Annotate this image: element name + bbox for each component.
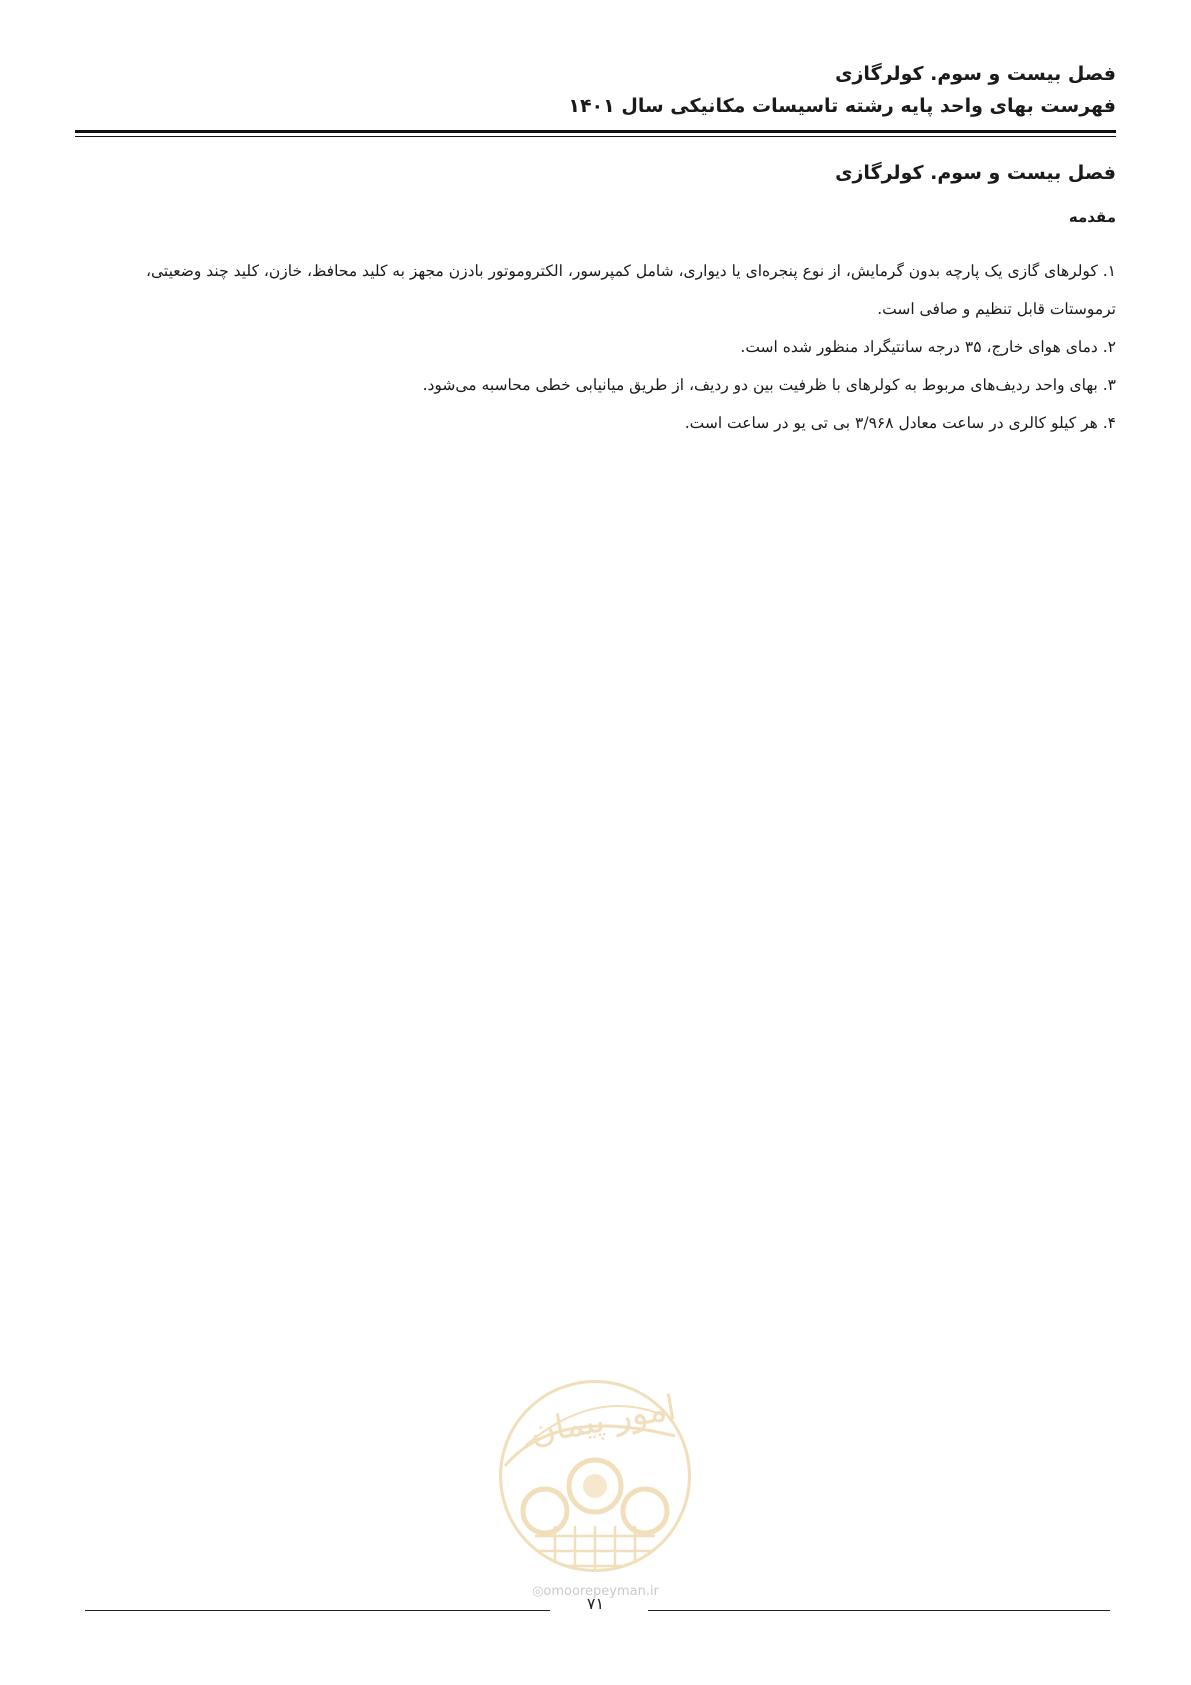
list-item: ۴. هر کیلو کالری در ساعت معادل ۳/۹۶۸ بی تی یو در ساعت است. xyxy=(684,414,1116,432)
list-item: ۲. دمای هوای خارج، ۳۵ درجه سانتیگراد منظور شده است. xyxy=(740,338,1116,356)
section-title: مقدمه xyxy=(1068,208,1116,226)
header-document-title: فهرست بهای واحد پایه رشته تاسیسات مکانیکی سال ۱۴۰۱ xyxy=(568,95,1116,117)
watermark-logo-text: امور پیمان xyxy=(527,1387,680,1453)
list-item: ۱. کولرهای گازی یک پارچه بدون گرمایش، از نوع پنجره‌ای یا دیواری، شامل کمپرسور، الکتروموتور بادزن مجهز به کلید محافظ، خازن، کلید چند وضعیتی، ترموستات قابل تنظیم و صافی است. xyxy=(145,262,1116,318)
header-chapter-title: فصل بیست و سوم. کولرگازی xyxy=(835,63,1116,85)
watermark-url: ◎omoorepeyman.ir xyxy=(532,1584,659,1599)
item-list xyxy=(75,252,1116,442)
header-divider-thin xyxy=(75,136,1116,137)
header-divider-thick xyxy=(75,130,1116,133)
page-header xyxy=(75,58,1116,122)
gear-icon xyxy=(569,1460,621,1512)
chapter-title: فصل بیست و سوم. کولرگازی xyxy=(835,162,1116,184)
watermark-logo xyxy=(495,1376,695,1576)
page-number: ۷۱ xyxy=(586,1594,605,1613)
globe-icon: ◎ xyxy=(532,1584,544,1599)
list-item: ۳. بهای واحد ردیف‌های مربوط به کولرهای با ظرفیت بین دو ردیف، از طریق میانیابی خطی محاسبه می‌شود. xyxy=(422,376,1116,394)
page-content xyxy=(75,162,1116,442)
